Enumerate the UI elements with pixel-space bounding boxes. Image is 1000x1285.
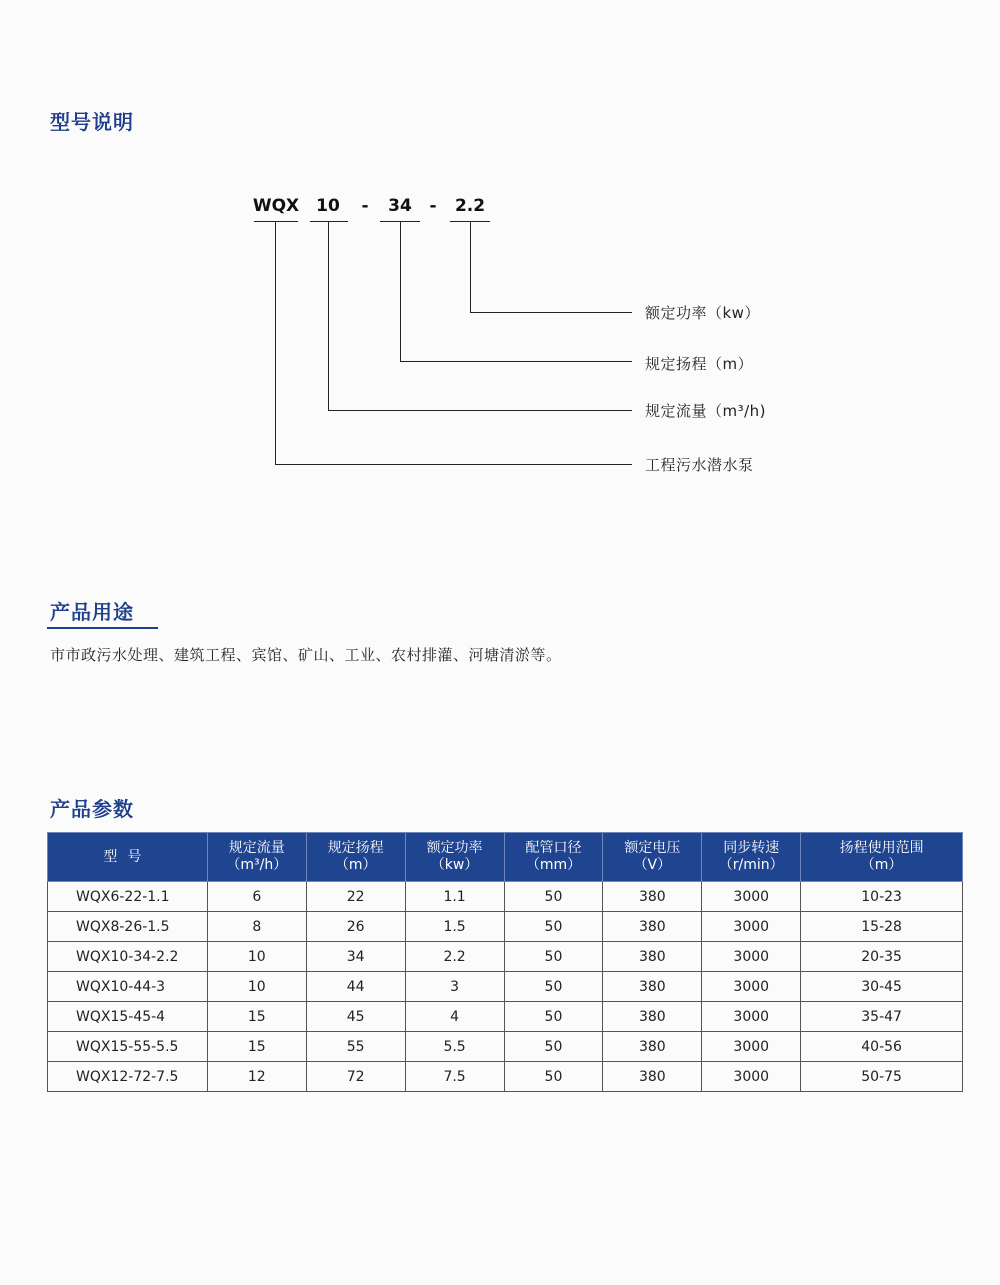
cell-speed: 3000	[702, 882, 801, 912]
cell-speed: 3000	[702, 1032, 801, 1062]
cell-head-range: 10-23	[801, 882, 963, 912]
usage-text: 市市政污水处理、建筑工程、宾馆、矿山、工业、农村排灌、河塘清淤等。	[50, 646, 562, 664]
legend-rated-power: 额定功率（kw）	[645, 304, 760, 322]
cell-head: 45	[306, 1002, 405, 1032]
table-row	[48, 972, 963, 1002]
table-row	[48, 912, 963, 942]
cell-pipe-diameter: 50	[504, 972, 603, 1002]
section-title-model-desc: 型号说明	[50, 110, 134, 134]
cell-model: WQX12-72-7.5	[48, 1062, 208, 1092]
legend-rated-head: 规定扬程（m）	[645, 355, 754, 373]
cell-flow: 15	[207, 1002, 306, 1032]
cell-power: 1.1	[405, 882, 504, 912]
code-part-dash-2: -	[429, 196, 437, 216]
header-pipe-diameter: 配管口径 （mm）	[504, 833, 603, 882]
cell-model: WQX6-22-1.1	[48, 882, 208, 912]
table-row	[48, 942, 963, 972]
table-row	[48, 1062, 963, 1092]
cell-head-range: 35-47	[801, 1002, 963, 1032]
cell-head: 26	[306, 912, 405, 942]
cell-power: 5.5	[405, 1032, 504, 1062]
cell-voltage: 380	[603, 942, 702, 972]
cell-pipe-diameter: 50	[504, 1002, 603, 1032]
code-part-head: 34	[388, 196, 412, 216]
section-underline	[47, 627, 158, 629]
table-header-row	[48, 833, 963, 882]
cell-power: 3	[405, 972, 504, 1002]
legend-rated-flow: 规定流量（m³/h)	[645, 402, 767, 420]
cell-flow: 12	[207, 1062, 306, 1092]
table-row	[48, 1032, 963, 1062]
cell-speed: 3000	[702, 1002, 801, 1032]
table-row	[48, 1002, 963, 1032]
leader-line	[400, 221, 401, 361]
cell-model: WQX15-45-4	[48, 1002, 208, 1032]
cell-model: WQX10-34-2.2	[48, 942, 208, 972]
model-code-diagram	[0, 0, 1000, 520]
cell-voltage: 380	[603, 1062, 702, 1092]
cell-head: 44	[306, 972, 405, 1002]
leader-line	[400, 361, 632, 362]
code-underline	[310, 221, 348, 222]
section-title-params: 产品参数	[50, 797, 134, 821]
leader-line	[470, 312, 632, 313]
cell-voltage: 380	[603, 912, 702, 942]
leader-line	[275, 464, 632, 465]
cell-power: 4	[405, 1002, 504, 1032]
cell-head-range: 40-56	[801, 1032, 963, 1062]
code-part-series: WQX	[252, 196, 300, 216]
cell-voltage: 380	[603, 1032, 702, 1062]
cell-flow: 10	[207, 972, 306, 1002]
leader-line	[470, 221, 471, 312]
cell-head: 34	[306, 942, 405, 972]
cell-pipe-diameter: 50	[504, 912, 603, 942]
cell-speed: 3000	[702, 1062, 801, 1092]
header-power: 额定功率 （kw）	[405, 833, 504, 882]
code-part-dash-1: -	[361, 196, 369, 216]
leader-line	[328, 410, 632, 411]
code-part-flow: 10	[316, 196, 340, 216]
cell-voltage: 380	[603, 1002, 702, 1032]
header-speed: 同步转速 （r/min）	[702, 833, 801, 882]
code-underline	[254, 221, 298, 222]
cell-pipe-diameter: 50	[504, 1032, 603, 1062]
header-model: 型号	[48, 833, 208, 882]
cell-power: 7.5	[405, 1062, 504, 1092]
cell-model: WQX15-55-5.5	[48, 1032, 208, 1062]
table-row	[48, 882, 963, 912]
cell-flow: 6	[207, 882, 306, 912]
cell-head-range: 20-35	[801, 942, 963, 972]
cell-voltage: 380	[603, 882, 702, 912]
cell-flow: 10	[207, 942, 306, 972]
cell-head: 72	[306, 1062, 405, 1092]
cell-flow: 15	[207, 1032, 306, 1062]
cell-pipe-diameter: 50	[504, 1062, 603, 1092]
leader-line	[328, 221, 329, 410]
cell-head-range: 30-45	[801, 972, 963, 1002]
header-voltage: 额定电压 （V）	[603, 833, 702, 882]
cell-speed: 3000	[702, 942, 801, 972]
header-head-range: 扬程使用范围 （m）	[801, 833, 963, 882]
params-table	[47, 832, 963, 1092]
cell-power: 1.5	[405, 912, 504, 942]
header-head: 规定扬程 （m）	[306, 833, 405, 882]
cell-flow: 8	[207, 912, 306, 942]
cell-speed: 3000	[702, 972, 801, 1002]
section-title-usage: 产品用途	[50, 600, 134, 624]
cell-model: WQX8-26-1.5	[48, 912, 208, 942]
cell-model: WQX10-44-3	[48, 972, 208, 1002]
cell-head-range: 15-28	[801, 912, 963, 942]
cell-head: 22	[306, 882, 405, 912]
cell-voltage: 380	[603, 972, 702, 1002]
legend-pump-type: 工程污水潜水泵	[645, 456, 754, 474]
cell-pipe-diameter: 50	[504, 942, 603, 972]
cell-speed: 3000	[702, 912, 801, 942]
cell-head: 55	[306, 1032, 405, 1062]
code-part-power: 2.2	[454, 196, 486, 216]
cell-power: 2.2	[405, 942, 504, 972]
cell-pipe-diameter: 50	[504, 882, 603, 912]
cell-head-range: 50-75	[801, 1062, 963, 1092]
header-flow: 规定流量 （m³/h）	[207, 833, 306, 882]
leader-line	[275, 221, 276, 464]
